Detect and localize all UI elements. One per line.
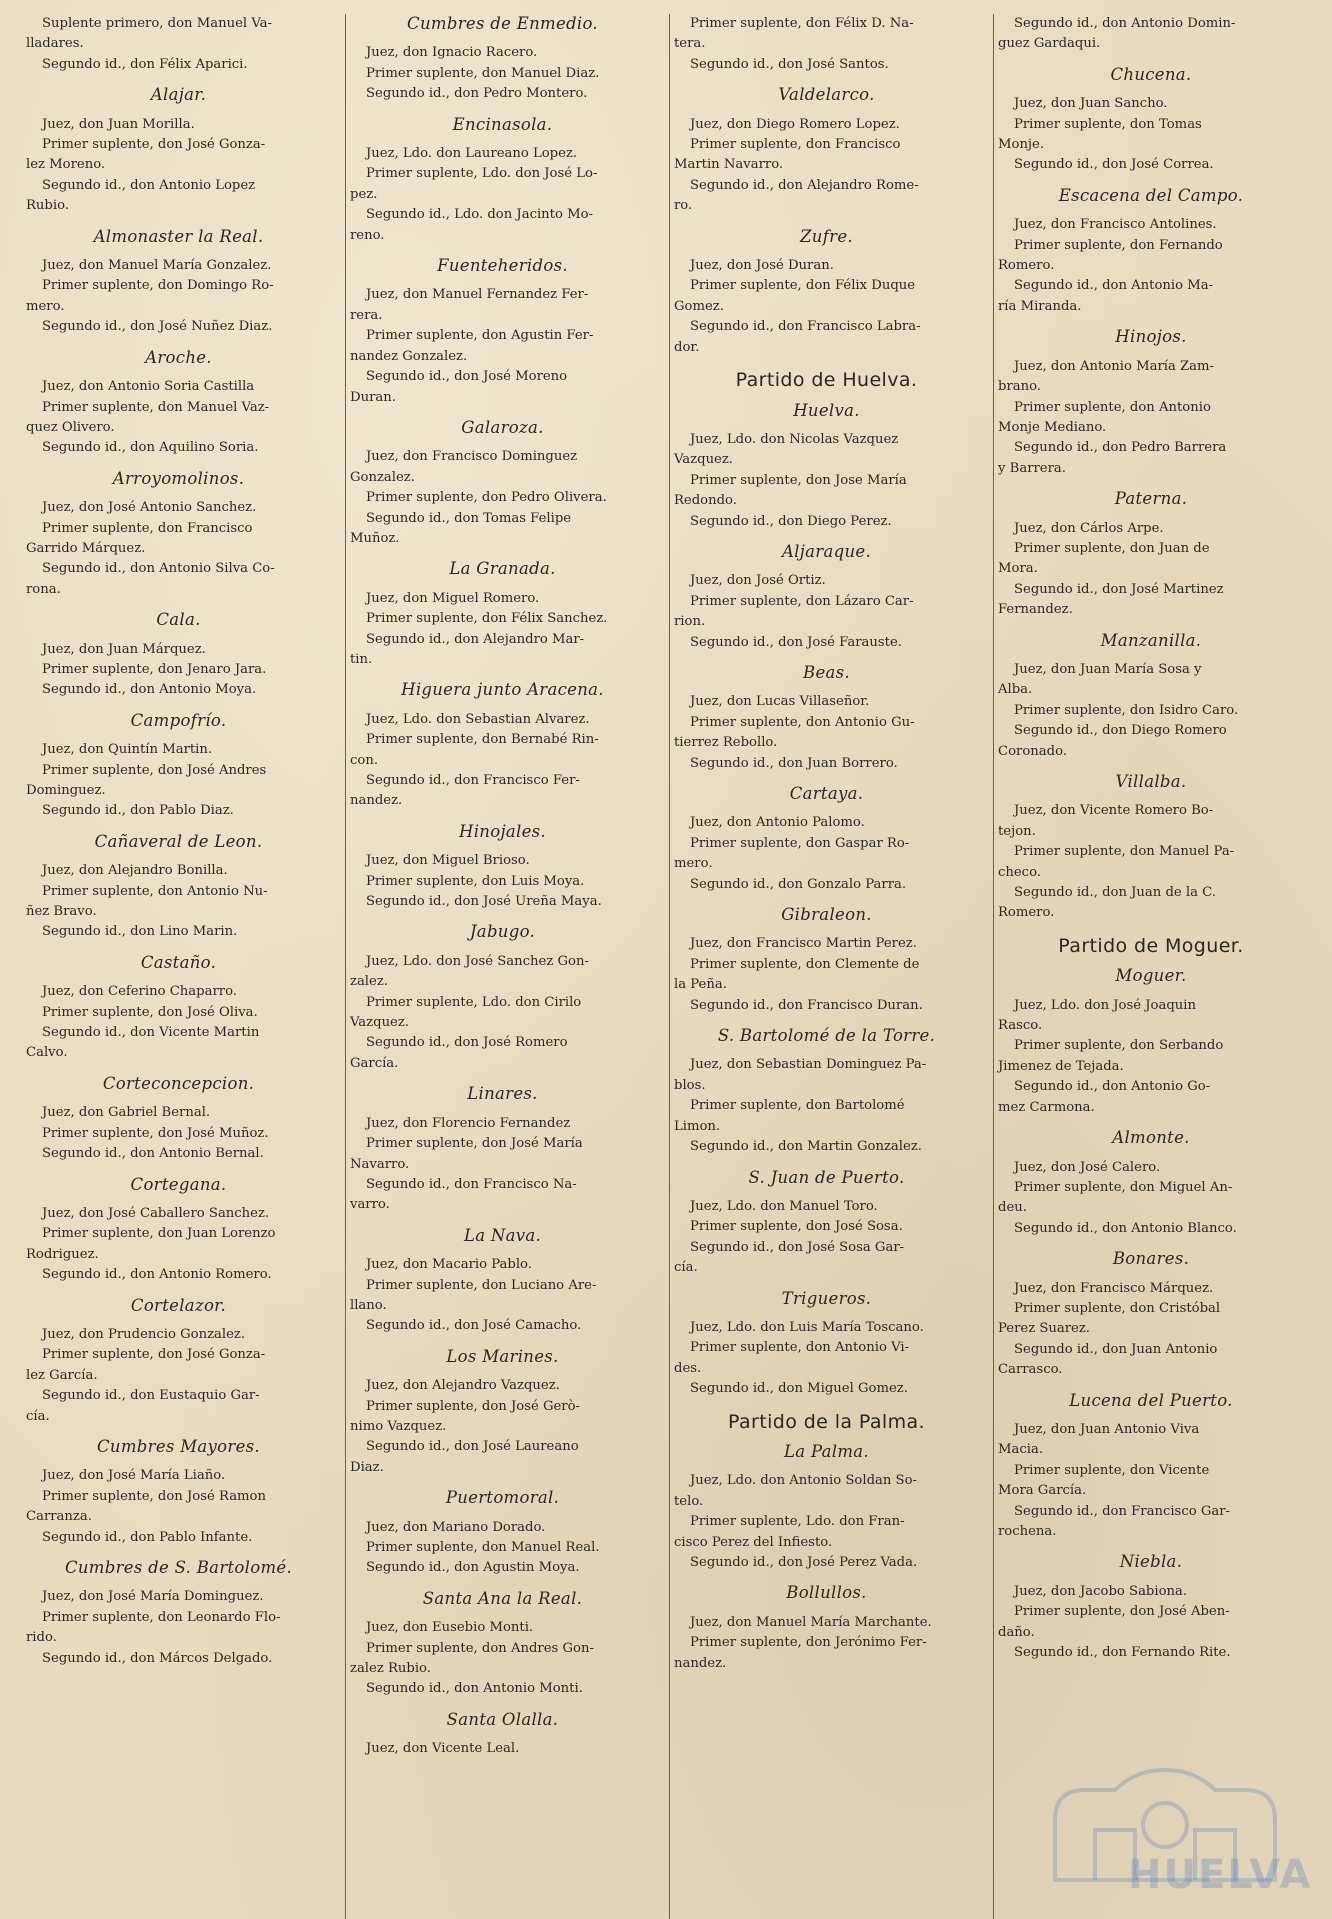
appointment-line: Vazquez. [350,1015,410,1031]
town-heading: Cortelazor. [130,1295,227,1315]
appointment-line: tin. [350,651,373,667]
town-heading: Aljaraque. [781,541,872,561]
appointment-line: Juez, don Juan Sancho. [1014,96,1168,112]
appointment-line: Juez, don Francisco Antolines. [1014,217,1217,233]
appointment-line: Gonzalez. [350,469,415,485]
appointment-line: Juez, don Ceferino Chaparro. [42,984,237,1000]
appointment-line: Primer suplente, don Félix Duque [690,278,916,294]
appointment-line: Alba. [998,682,1033,698]
appointment-line: Primer suplente, don Luciano Are- [366,1277,597,1293]
appointment-line: tera. [674,36,706,52]
archive-watermark: HUELVA [1128,1852,1313,1898]
town-heading: La Granada. [449,559,556,579]
appointment-line: cía. [674,1260,698,1276]
appointment-line: cisco Perez del Infiesto. [674,1534,833,1550]
appointment-line: Juez, don Macario Pablo. [366,1257,532,1273]
appointment-line: Segundo id., don Juan de la C. [1014,885,1216,901]
appointment-line: Carranza. [26,1509,92,1525]
appointment-line: tejon. [998,823,1036,839]
appointment-line: Segundo id., don Vicente Martin [42,1025,260,1041]
town-heading: Cumbres de S. Bartolomé. [64,1558,293,1577]
appointment-line: Segundo id., don Francisco Duran. [690,997,923,1013]
appointment-line: Rubio. [26,198,69,214]
appointment-line: Juez, Ldo. don Nicolas Vazquez [690,431,899,447]
appointment-line: mez Carmona. [998,1099,1095,1115]
appointment-line: Segundo id., don Eustaquio Gar- [42,1388,260,1404]
appointment-line: nimo Vazquez. [350,1418,447,1434]
appointment-line: Primer suplente, don Domingo Ro- [42,278,274,294]
appointment-line: mero. [674,856,713,872]
appointment-line: con. [350,752,379,768]
town-heading: Villalba. [1115,772,1187,791]
appointment-line: Monje Mediano. [998,419,1107,435]
appointment-line: Perez Suarez. [998,1321,1090,1337]
appointment-line: Segundo id., don Antonio Ma- [1014,278,1214,294]
town-heading: Almonte. [1112,1128,1190,1148]
appointment-line: Muñoz. [350,530,400,546]
appointment-line: Juez, don Eusebio Monti. [366,1620,534,1636]
appointment-line: Juez, don José Duran. [690,258,834,274]
town-heading: Encinasola. [452,114,553,134]
appointment-line: Primer suplente, don Jerónimo Fer- [690,1635,927,1651]
appointment-line: Primer suplente, don Isidro Caro. [1014,702,1239,718]
appointment-line: Segundo id., don Agustin Moya. [366,1560,580,1576]
appointment-line: Primer suplente, don Manuel Real. [366,1540,600,1555]
appointment-line: rion. [674,614,706,630]
appointment-line: Rasco. [998,1018,1043,1034]
appointment-line: Primer suplente, don José Ramon [42,1488,266,1504]
appointment-line: Segundo id., don José Moreno [366,369,568,385]
appointment-line: Segundo id., don José Nuñez Diaz. [42,319,273,335]
appointment-line: Romero. [998,258,1055,274]
appointment-line: tierrez Rebollo. [674,735,778,751]
appointment-line: Segundo id., don Tomas Felipe [366,510,572,526]
appointment-line: Primer suplente, don Cristóbal [1014,1300,1221,1316]
appointment-line: Segundo id., don José Correa. [1014,157,1214,173]
appointment-line: Segundo id., don Alejandro Rome- [690,177,919,193]
appointment-line: des. [674,1360,702,1376]
appointment-line: Segundo id., don Félix Aparici. [42,56,248,72]
appointment-line: Primer suplente, don Antonio [1014,399,1211,415]
town-heading: Cortegana. [130,1174,227,1194]
appointment-line: Juez, don Prudencio Gonzalez. [42,1326,246,1342]
appointment-line: y Barrera. [998,460,1066,476]
appointment-line: Juez, don Sebastian Dominguez Pa- [690,1057,927,1073]
appointment-line: Primer suplente, don José Andres [42,762,267,778]
appointment-line: Vazquez. [674,452,734,468]
appointment-line: Primer suplente, don Manuel Vaz- [42,399,270,415]
appointment-line: Segundo id., don Francisco Gar- [1014,1503,1230,1519]
appointment-line: Diaz. [350,1459,384,1475]
appointment-line: Juez, don Florencio Fernandez [366,1115,571,1131]
appointment-line: Juez, Ldo. don Antonio Soldan So- [690,1473,917,1489]
appointment-line: Primer suplente, don Jose María [690,472,907,488]
appointment-line: Juez, don Miguel Brioso. [366,853,530,869]
town-heading: Almonaster la Real. [93,226,264,246]
appointment-line: Segundo id., don José Laureano [366,1439,579,1455]
appointment-line: Rodriguez. [26,1246,99,1262]
appointment-line: Gomez. [674,298,724,314]
town-heading: Hinojos. [1115,327,1187,347]
appointment-line: Primer suplente, don José María [366,1136,583,1152]
appointment-line: Primer suplente, don José Gonza- [42,1347,266,1363]
appointment-line: Primer suplente, don Andres Gon- [366,1640,594,1656]
appointment-line: Primer suplente, don Fernando [1014,237,1223,253]
appointment-line: Primer suplente, don Félix Sanchez. [366,611,608,627]
appointment-line: Limon. [674,1118,721,1134]
town-heading: Linares. [467,1084,538,1104]
town-heading: S. Juan de Puerto. [748,1167,905,1187]
appointment-line: rochena. [998,1524,1057,1539]
appointment-line: Juez, don Manuel Fernandez Fer- [366,287,589,303]
appointment-line: Segundo id., don Pablo Infante. [42,1529,253,1545]
town-heading: Santa Olalla. [446,1709,559,1729]
appointment-line: Segundo id., don José Sosa Gar- [690,1239,905,1255]
appointment-line: Segundo id., don Antonio Silva Co- [42,561,275,577]
appointment-line: Juez, don Francisco Martin Perez. [690,936,917,952]
appointment-line: nandez. [674,1655,727,1671]
appointment-line: pez. [350,186,378,202]
appointment-line: Juez, don Juan Antonio Viva [1014,1421,1200,1437]
town-heading: Hinojales. [459,821,546,841]
appointment-line: Juez, don Manuel María Gonzalez. [42,258,272,274]
town-heading: Santa Ana la Real. [422,1588,583,1608]
town-heading: Galaroza. [461,417,544,437]
appointment-line: nandez. [350,793,403,809]
appointment-line: ñez Bravo. [26,904,97,920]
appointment-line: rera. [350,307,383,323]
appointment-line: Segundo id., don Francisco Fer- [366,773,580,788]
town-heading: Castaño. [140,952,217,972]
appointment-line: varro. [350,1197,390,1213]
appointment-line: Primer suplente, don Jenaro Jara. [42,661,267,677]
partido-heading: Partido de Moguer. [1058,934,1244,957]
appointment-line: cía. [26,1408,50,1424]
appointment-line: dor. [674,339,700,355]
appointment-line: Segundo id., don Antonio Romero. [42,1267,272,1283]
appointment-line: Calvo. [26,1045,68,1061]
town-heading: Higuera junto Aracena. [401,680,604,700]
town-heading: Corteconcepcion. [102,1073,255,1093]
town-heading: Beas. [803,662,850,682]
appointment-line: Primer suplente, don Bernabé Rin- [366,732,599,748]
appointment-line: Segundo id., don Antonio Go- [1014,1079,1211,1095]
town-heading: Los Marines. [446,1346,559,1366]
appointment-line: Juez, don Juan María Sosa y [1014,661,1202,677]
appointment-line: Segundo id., don Diego Perez. [690,513,892,529]
partido-heading: Partido de Huelva. [735,369,918,392]
appointment-line: rido. [26,1630,57,1646]
appointment-line: Juez, don Juan Márquez. [42,641,206,657]
appointment-line: Macia. [998,1442,1044,1458]
appointment-line: Primer suplente, don Manuel Diaz. [366,65,600,81]
appointment-line: Primer suplente, don José Sosa. [690,1219,903,1235]
town-heading: Gibraleon. [781,905,872,925]
town-heading: Lucena del Puerto. [1069,1390,1233,1410]
appointment-line: Segundo id., don Alejandro Mar- [366,631,585,647]
appointment-line: Juez, don Francisco Dominguez [366,449,578,465]
appointment-line: Segundo id., don José Santos. [690,56,889,72]
appointment-line: Juez, Ldo. don Sebastian Alvarez. [366,711,590,727]
appointment-line: Segundo id., don Gonzalo Parra. [690,876,907,892]
appointment-line: Garrido Márquez. [26,540,146,556]
appointment-line: Mora. [998,561,1038,577]
appointment-line: Segundo id., don Juan Borrero. [690,755,898,771]
appointment-line: Primer suplente, don Gaspar Ro- [690,835,910,851]
appointment-line: checo. [998,864,1041,880]
appointment-line: Juez, don José Ortiz. [690,573,826,589]
appointment-line: Jimenez de Tejada. [998,1058,1124,1074]
town-heading: Aroche. [145,347,212,367]
appointment-line: Segundo id., don José Perez Vada. [690,1555,918,1570]
appointment-line: brano. [998,379,1042,395]
town-heading: Chucena. [1110,64,1192,84]
appointment-line: Segundo id., don Aquilino Soria. [42,440,259,456]
appointment-line: Primer suplente, don Lázaro Car- [690,593,914,609]
appointment-line: Juez, Ldo. don Luis María Toscano. [690,1319,924,1335]
appointment-line: Segundo id., don Martin Gonzalez. [690,1139,922,1155]
appointment-line: Primer suplente, don Luis Moya. [366,873,585,889]
appointment-line: Juez, don José Caballero Sanchez. [42,1205,270,1221]
appointment-line: Primer suplente, don Francisco [42,520,253,536]
town-heading: Bollullos. [786,1583,867,1603]
appointment-line: Juez, don Jacobo Sabiona. [1014,1583,1188,1599]
appointment-line: Monje. [998,137,1045,153]
column-2 [346,14,670,1919]
appointment-line: Primer suplente, Ldo. don José Lo- [366,166,598,182]
town-heading: Cumbres de Enmedio. [407,14,598,33]
appointment-line: Carrasco. [998,1362,1063,1378]
appointment-line: Juez, don José María Dominguez. [42,1589,264,1605]
appointment-line: daño. [998,1624,1035,1640]
appointment-line: Segundo id., don José Camacho. [366,1318,582,1334]
appointment-line: Juez, don Antonio Soria Castilla [42,379,255,395]
appointment-line: quez Olivero. [26,419,115,435]
column-1 [22,14,346,1919]
town-heading: Fuenteheridos. [437,256,568,276]
appointment-line: Segundo id., don Antonio Bernal. [42,1146,264,1162]
appointment-line: Segundo id., don Pedro Barrera [1014,440,1227,456]
appointment-line: reno. [350,227,385,243]
appointment-line: Segundo id., don Pedro Montero. [366,86,588,102]
appointment-line: nandez Gonzalez. [350,348,468,364]
appointment-line: Segundo id., don José Martinez [1014,581,1224,597]
text-columns [22,14,1318,1919]
appointment-line: Navarro. [350,1156,410,1172]
appointment-line: Juez, don Gabriel Bernal. [42,1105,211,1121]
appointment-line: Juez, don Lucas Villaseñor. [690,694,870,710]
town-heading: Escacena del Campo. [1058,185,1244,205]
appointment-line: Primer suplente, don Agustin Fer- [366,328,594,344]
appointment-line: Segundo id., don José Farauste. [690,634,902,650]
appointment-line: Juez, Ldo. don Laureano Lopez. [366,146,578,162]
appointment-line: Juez, don Francisco Márquez. [1014,1280,1214,1296]
appointment-line: deu. [998,1200,1027,1216]
appointment-line: Juez, don Juan Morilla. [42,116,195,132]
appointment-line: ría Miranda. [998,298,1082,314]
appointment-line: Redondo. [674,493,737,509]
town-heading: La Palma. [784,1441,869,1461]
appointment-line: Segundo id., don Juan Antonio [1014,1341,1218,1357]
appointment-line: lez García. [26,1367,98,1383]
appointment-line: Primer suplente, don Tomas [1014,116,1202,132]
town-heading: Manzanilla. [1100,630,1202,650]
appointment-line: llano. [350,1297,387,1313]
appointment-line: Primer suplente, don Juan de [1014,540,1210,556]
appointment-line: Primer suplente, Ldo. don Cirilo [366,994,582,1010]
appointment-line: Primer suplente, don Serbando [1014,1038,1224,1054]
appointment-line: Segundo id., don Francisco Na- [366,1176,577,1192]
appointment-line: Primer suplente, don Leonardo Flo- [42,1609,281,1625]
appointment-line: Primer suplente, don Clemente de [690,956,920,972]
appointment-line: Juez, don Cárlos Arpe. [1014,520,1164,536]
appointment-line: Juez, don Antonio María Zam- [1014,358,1215,374]
appointment-line: Segundo id., don José Ureña Maya. [366,894,602,910]
town-heading: Niebla. [1119,1552,1183,1572]
town-heading: Moguer. [1115,966,1187,986]
town-heading: Huelva. [793,400,860,420]
town-heading: Bonares. [1112,1249,1190,1269]
town-heading: Zufre. [800,226,853,246]
appointment-line: Segundo id., don Antonio Domin- [1014,16,1236,31]
appointment-line: Primer suplente, don Juan Lorenzo [42,1226,276,1242]
appointment-line: Juez, don José María Liaño. [42,1468,226,1484]
appointment-line: Juez, Ldo. don José Joaquin [1014,997,1196,1013]
appointment-line: García. [350,1055,399,1071]
town-heading: Trigueros. [781,1288,872,1308]
appointment-line: Segundo id., don Fernando Rite. [1014,1645,1231,1661]
appointment-line: Primer suplente, don Pedro Olivera. [366,490,607,506]
appointment-line: Primer suplente, don Francisco [690,137,901,153]
appointment-line: Segundo id., don Antonio Monti. [366,1681,583,1697]
town-heading: Cañaveral de Leon. [94,831,263,851]
appointment-line: Primer suplente, don José Aben- [1014,1604,1230,1620]
appointment-line: Segundo id., don Antonio Lopez [42,177,256,193]
appointment-line: Mora García. [998,1483,1087,1499]
appointment-line: Dominguez. [26,783,106,798]
appointment-line: Martin Navarro. [674,157,784,173]
appointment-line: Primer suplente, don José Muñoz. [42,1125,269,1141]
appointment-line: Juez, don Quintín Martin. [42,742,213,758]
appointment-line: Primer suplente, don Antonio Nu- [42,883,268,899]
appointment-line: Primer suplente, don Félix D. Na- [690,16,914,31]
appointment-line: Juez, don Antonio Palomo. [690,815,865,831]
appointment-line: blos. [674,1077,706,1093]
appointment-line: Primer suplente, don Antonio Gu- [690,714,915,730]
appointment-line: zalez Rubio. [350,1661,431,1677]
appointment-line: Segundo id., don Antonio Blanco. [1014,1220,1237,1236]
appointment-line: rona. [26,581,61,597]
appointment-line: ro. [674,198,693,214]
appointment-line: Segundo id., don Miguel Gomez. [690,1381,908,1397]
appointment-line: Juez, don Alejandro Vazquez. [366,1378,560,1394]
appointment-line: Juez, don Mariano Dorado. [366,1519,546,1535]
appointment-line: Segundo id., don Diego Romero [1014,723,1227,739]
appointment-line: Segundo id., don Pablo Diaz. [42,803,234,819]
appointment-line: zalez. [350,974,388,990]
appointment-line: Juez, don José Calero. [1014,1159,1161,1175]
appointment-line: Segundo id., Ldo. don Jacinto Mo- [366,207,594,223]
appointment-line: mero. [26,298,65,314]
appointment-line: Primer suplente, don José Gonza- [42,137,266,153]
town-heading: Paterna. [1114,489,1188,509]
column-4 [994,14,1318,1919]
appointment-line: Segundo id., don Antonio Moya. [42,682,257,698]
appointment-line: Juez, don Vicente Romero Bo- [1014,803,1214,819]
town-heading: Valdelarco. [778,85,875,105]
town-heading: Cumbres Mayores. [97,1436,260,1456]
town-heading: Cartaya. [789,784,864,803]
appointment-line: lez Moreno. [26,157,106,173]
town-heading: Puertomoral. [445,1488,560,1508]
appointment-line: guez Gardaqui. [998,36,1101,52]
town-heading: La Nava. [463,1225,542,1245]
town-heading: Cala. [156,610,201,630]
appointment-line: Segundo id., don José Romero [366,1035,568,1051]
appointment-line: la Peña. [674,977,727,993]
appointment-line: lladares. [26,36,84,52]
appointment-line: Romero. [998,905,1055,921]
town-heading: Alajar. [150,85,207,105]
town-heading: Jabugo. [469,922,536,942]
town-heading: Campofrío. [130,710,227,730]
appointment-line: Primer suplente, Ldo. don Fran- [690,1514,905,1530]
appointment-line: Duran. [350,389,396,405]
appointment-line: Primer suplente, don Bartolomé [690,1098,905,1114]
appointment-line: Segundo id., don Lino Marin. [42,924,238,940]
appointment-line: Primer suplente, don Vicente [1014,1462,1210,1478]
appointment-line: telo. [674,1493,704,1509]
appointment-line: Juez, don Vicente Leal. [366,1741,520,1757]
appointment-line: Segundo id., don Francisco Labra- [690,319,921,335]
appointment-line: Juez, don Miguel Romero. [366,590,540,606]
town-heading: Arroyomolinos. [112,468,245,488]
appointment-line: Juez, Ldo. don José Sanchez Gon- [366,953,589,969]
appointment-line: Segundo id., don Márcos Delgado. [42,1650,273,1666]
appointment-line: Juez, don José Antonio Sanchez. [42,500,257,516]
appointment-line: Primer suplente, don Manuel Pa- [1014,844,1235,860]
appointment-line: Coronado. [998,743,1067,759]
appointment-line: Suplente primero, don Manuel Va- [42,16,272,31]
appointment-line: Juez, don Manuel María Marchante. [690,1614,932,1630]
town-heading: S. Bartolomé de la Torre. [717,1026,936,1046]
partido-heading: Partido de la Palma. [728,1410,925,1433]
appointment-line: Juez, don Alejandro Bonilla. [42,863,228,879]
appointment-line: Primer suplente, don José Oliva. [42,1004,258,1020]
column-3 [670,14,994,1919]
appointment-line: Primer suplente, don Miguel An- [1014,1179,1233,1195]
appointment-line: Juez, don Ignacio Racero. [366,45,538,61]
appointment-line: Primer suplente, don José Gerò- [366,1398,581,1414]
appointment-line: Primer suplente, don Antonio Vi- [690,1340,910,1356]
appointment-line: Fernandez. [998,602,1073,618]
appointment-line: Juez, Ldo. don Manuel Toro. [690,1198,878,1214]
appointment-line: Juez, don Diego Romero Lopez. [690,116,900,132]
